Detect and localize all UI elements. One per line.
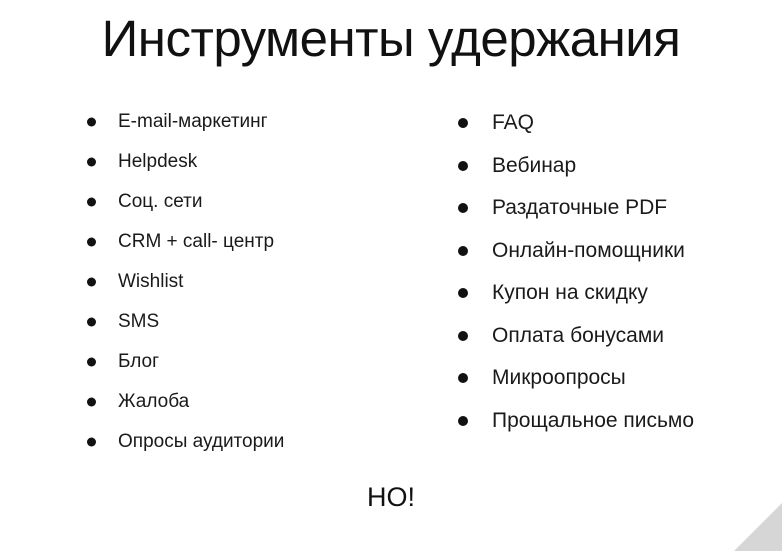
list-item (78, 432, 392, 452)
left-bullet-list (78, 112, 392, 452)
footer-note: НО! (366, 482, 415, 512)
list-item-label: Онлайн-помощники (492, 238, 685, 262)
list-item (452, 324, 782, 346)
list-item-label: CRM + call- центр (118, 230, 275, 252)
bullet-dot-icon (87, 117, 96, 126)
bullet-dot-icon (87, 437, 96, 446)
bullet-dot-icon (458, 203, 468, 213)
list-item (452, 239, 782, 261)
list-item (78, 272, 392, 292)
list-item (452, 282, 782, 304)
list-item-label: Опросы аудитории (118, 430, 285, 452)
bullet-dot-icon (458, 288, 468, 298)
left-column (0, 112, 392, 472)
list-item-label: Микроопросы (492, 366, 626, 390)
list-item (452, 197, 782, 219)
list-item (78, 312, 392, 332)
list-item-label: Вебинар (492, 153, 577, 177)
corner-fold-decoration (734, 503, 782, 551)
bullet-dot-icon (458, 373, 468, 383)
bullet-dot-icon (458, 118, 468, 128)
bullet-dot-icon (458, 331, 468, 341)
page-title: Инструменты удержания (101, 10, 681, 67)
list-item (78, 392, 392, 412)
bullet-dot-icon (87, 197, 96, 206)
list-item-label: Wishlist (118, 270, 184, 292)
list-item-label: Оплата бонусами (492, 323, 664, 347)
list-item-label: Соц. сети (118, 190, 203, 212)
right-bullet-list (452, 112, 782, 432)
bullet-dot-icon (87, 357, 96, 366)
list-item (452, 112, 782, 134)
list-item (452, 409, 782, 431)
list-item (78, 232, 392, 252)
list-item (78, 352, 392, 372)
bullet-dot-icon (87, 397, 96, 406)
list-item-label: Helpdesk (118, 150, 198, 172)
list-item-label: Блог (118, 350, 160, 372)
list-item (78, 152, 392, 172)
list-item-label: Жалоба (118, 390, 190, 412)
list-item-label: Раздаточные PDF (492, 196, 668, 220)
list-item-label: Прощальное письмо (492, 408, 695, 432)
bullet-dot-icon (458, 161, 468, 171)
bullet-dot-icon (458, 416, 468, 426)
right-column (392, 112, 782, 452)
list-item (452, 367, 782, 389)
bullet-dot-icon (458, 246, 468, 256)
bullet-dot-icon (87, 237, 96, 246)
bullet-dot-icon (87, 157, 96, 166)
list-item-label: SMS (118, 310, 160, 332)
bullet-dot-icon (87, 317, 96, 326)
list-item (452, 154, 782, 176)
list-item (78, 112, 392, 132)
list-item-label: E-mail-маркетинг (118, 111, 268, 133)
list-item-label: Купон на скидку (492, 281, 648, 305)
list-item (78, 192, 392, 212)
bullet-columns (0, 112, 782, 472)
bullet-dot-icon (87, 277, 96, 286)
list-item-label: FAQ (492, 111, 535, 135)
